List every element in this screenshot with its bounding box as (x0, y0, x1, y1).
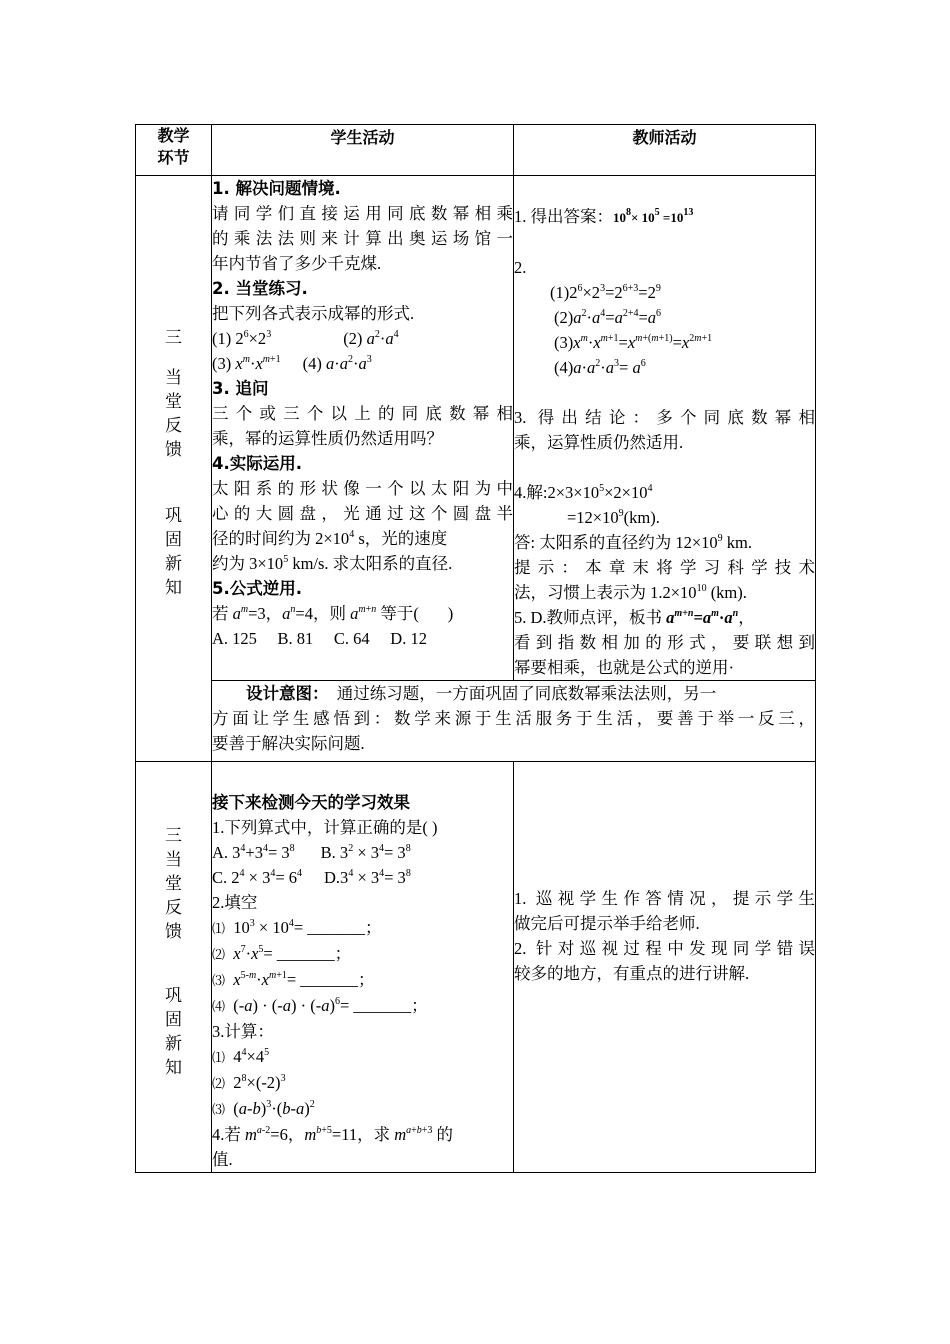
solution-text: 4.解:2×3×10 (514, 483, 600, 502)
text-line: 5. D.教师点评，板书 $a^{m+n}=a^m\cdot a^n$， (514, 608, 755, 627)
text-line: 提示：本章末将学习科学技术 (514, 558, 815, 577)
solution-line: $(3)x^m\cdot x^{m+1}=x^{m+(m+1)}=x^{2m+1}$ (554, 333, 713, 352)
text-line: 的乘法法则来计算出奥运场馆一 (212, 229, 513, 248)
heading-follow-up: 3. 追问 (212, 379, 269, 398)
stage-char: 新 (165, 554, 182, 574)
answer-line: 答: 太阳系的直径约为 $12\times 10^9$ km. (514, 533, 752, 552)
stage-char: 固 (165, 1010, 182, 1030)
answer-text: 答: 太阳系的直径约为 12×10 (514, 533, 718, 552)
quiz-title: 接下来检测今天的学习效果 (212, 793, 410, 812)
text-line: 做完后可提示举手给老师. (514, 914, 700, 933)
text-line: 法，习惯上表示为 $1.2\times 10^{10}$ (km). (514, 583, 747, 602)
section1-teacher-activity (514, 176, 816, 681)
solution-line: $(2)a^2\cdot a^4=a^{2+4}=a^6$ (554, 308, 662, 327)
stage-char: 反 (165, 416, 182, 436)
header-teacher-activity: 教师活动 (514, 125, 816, 176)
answer-label: 1. 得出答案： (514, 207, 613, 226)
design-intent (212, 681, 816, 762)
quiz-question: 2.填空 (212, 893, 258, 912)
text-line: 乘，运算性质仍然适用. (514, 433, 684, 452)
text-line: 3. 得出结论：多个同底数幂相 (514, 408, 815, 427)
text-line: 值. (212, 1150, 233, 1169)
solution-line: $(4)a\cdot a^2\cdot a^3= a^6$ (554, 358, 646, 377)
header-stage-line2: 环节 (157, 148, 190, 167)
stage-char: 当 (165, 850, 182, 870)
fill-blank: ⑴ $10^3 \times 10^4=$ _______； (212, 918, 382, 937)
comment-text: 5. D.教师点评，板书 (514, 608, 667, 627)
stage-char: 当 (165, 368, 182, 388)
section1-stage (136, 176, 212, 762)
heading-application: 4.实际运用. (212, 454, 303, 473)
stage-char: 固 (165, 530, 182, 550)
solution-line: 4.解$:2\times 3\times 10^5\times 2\times 10^4$ (514, 483, 653, 502)
text-line: 乘，幂的运算性质仍然适用吗？ (212, 429, 443, 448)
stage-char: 馈 (165, 922, 182, 942)
text-line: 1. 得出答案：$10^8\times 10^5 =10^{13}$ (514, 207, 694, 226)
calc-item: ⑴ $4^4\times 4^5$ (212, 1047, 270, 1066)
solution-line: $(1)2^6\times 2^3=2^{6+3}=2^9$ (550, 283, 661, 302)
quiz-choices: A. $3^4+3^4= 3^8$ B. $3^2 \times 3^4= 3^8$ (212, 843, 411, 862)
text-line: 约为 $3\times 10^5$ km/s. 求太阳系的直径. (212, 554, 453, 573)
section2-stage (136, 762, 212, 1173)
exercise-line: (1) $2^6\times 2^3$ (2) $a^2\cdot a^4$ (212, 329, 399, 348)
stage-char: 巩 (165, 986, 182, 1006)
quiz-question: 4.若 $m^{a-2}=6$，$m^{b+5}=11$，求 $m^{a+b+3}$ 的 (212, 1125, 454, 1144)
stage-char: 馈 (165, 440, 182, 460)
text-line: 年内节省了多少千克煤. (212, 254, 382, 273)
text-line: 方面让学生感悟到：数学来源于生活服务于生活，要善于举一反三， (212, 709, 815, 728)
section1-student-activity (212, 176, 514, 681)
fill-blank: ⑶ $x^{5-m}\cdot x^{m+1}=$ _______； (212, 970, 375, 989)
text-line: 幂要相乘，也就是公式的逆用· (514, 658, 734, 677)
text-line: 三个或三个以上的同底数幂相 (212, 404, 513, 423)
text-line: 径的时间约为 $2\times 10^4$ s，光的速度 (212, 529, 448, 548)
question-line: 若 $a^m=3$，$a^n=4$，则 $a^{m+n}$ 等于( ) (212, 604, 454, 623)
calc-item: ⑵ $2^8\times(-2)^3$ (212, 1073, 286, 1092)
stage-char: 堂 (165, 874, 182, 894)
header-stage-line1: 教学 (157, 126, 190, 145)
text-line: 2. (514, 258, 527, 277)
exercise-line: (3) $x^m\cdot x^{m+1}$ (4) $a\cdot a^2\cdot a^3$ (212, 354, 372, 373)
text-line: 较多的地方，有重点的进行讲解. (514, 964, 750, 983)
lesson-plan-table (135, 124, 816, 1173)
text-line: 要善于解决实际问题. (212, 734, 365, 753)
header-stage (136, 125, 212, 176)
quiz-question: 3.计算： (212, 1022, 274, 1041)
stage-char: 知 (165, 578, 182, 598)
section2-student-activity (212, 762, 514, 1173)
text-line: 把下列各式表示成幂的形式. (212, 304, 415, 323)
heading-formula-reverse: 5.公式逆用. (212, 579, 303, 598)
text-line: 心的大圆盘，光通过这个圆盘半 (212, 504, 513, 523)
text-line: 请同学们直接运用同底数幂相乘 (212, 204, 513, 223)
stage-char: 堂 (165, 392, 182, 412)
section2-row (136, 762, 816, 1173)
design-intent-text: 通过练习题，一方面巩固了同底数幂乘法法则，另一 (336, 684, 717, 703)
quiz-choices: C. $2^4 \times 3^4= 6^4$ $D.3^4 \times 3^4= 3^8$ (212, 868, 411, 887)
quiz-question: 1.下列算式中，计算正确的是( ) (212, 818, 438, 837)
hint-text: 法，习惯上表示为 1.2×10 (514, 583, 697, 602)
header-student-activity: 学生活动 (212, 125, 514, 176)
stage-char: 巩 (165, 506, 182, 526)
stage-char: 反 (165, 898, 182, 918)
stage-char: 三 (165, 328, 182, 348)
fill-blank: ⑷ $(-a) \cdot (-a) \cdot (-a)^6=$ _______； (212, 996, 428, 1015)
answer-choices: A. 125 B. 81 C. 64 D. 12 (212, 629, 427, 648)
heading-practice: 2. 当堂练习. (212, 279, 308, 298)
stage-char: 知 (165, 1058, 182, 1078)
calc-item: ⑶ $(a-b)^3\cdot(b-a)^2$ (212, 1099, 315, 1118)
fill-blank: ⑵ $x^7\cdot x^5=$ _______； (212, 944, 352, 963)
design-intent-label: 设计意图： (246, 684, 329, 703)
text-line: 2. 针对巡视过程中发现同学错误 (514, 939, 815, 958)
stage-char: 新 (165, 1034, 182, 1054)
solution-line: $=12\times 10^9(km)$. (567, 508, 660, 527)
heading-problem-situation: 1. 解决问题情境. (212, 179, 341, 198)
section2-teacher-activity (514, 762, 816, 1173)
text-line: 1. 巡视学生作答情况，提示学生 (514, 889, 815, 908)
table-header-row (136, 125, 816, 176)
section1-row (136, 176, 816, 681)
stage-char: 三 (165, 826, 182, 846)
text-line: 看到指数相加的形式，要联想到 (514, 633, 815, 652)
text-line (212, 681, 815, 706)
design-intent-row (136, 681, 816, 762)
text-line: 太阳系的形状像一个以太阳为中 (212, 479, 513, 498)
